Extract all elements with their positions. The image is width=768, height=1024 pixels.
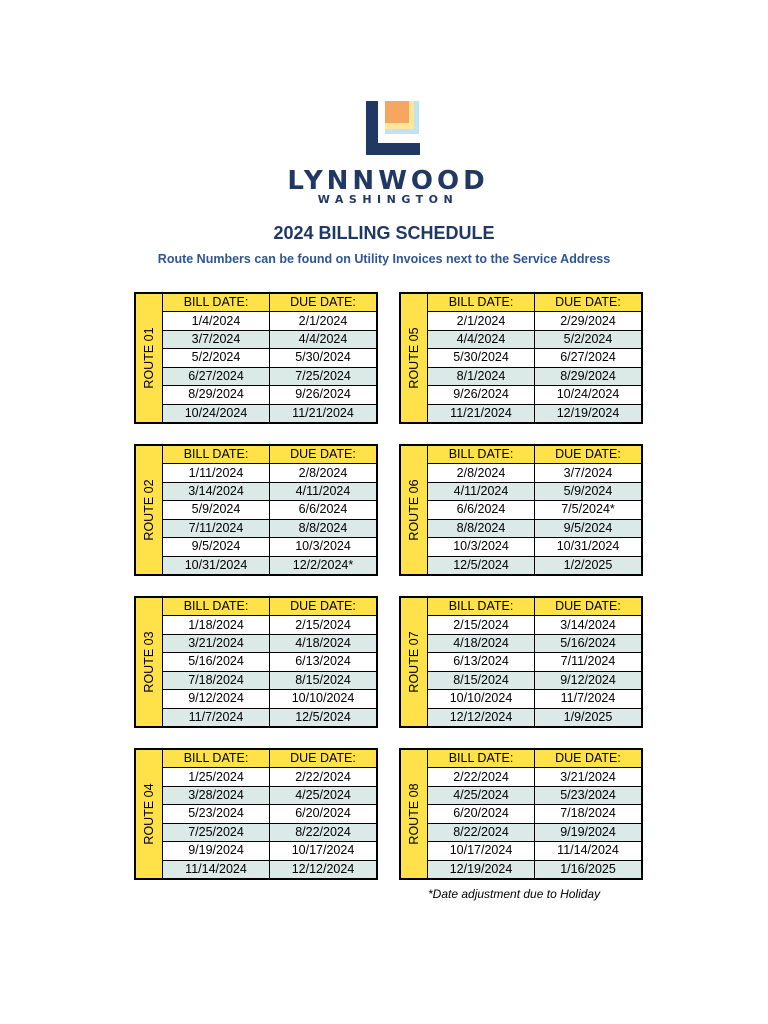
bill-date-cell: 6/13/2024 <box>428 653 535 670</box>
route-label <box>401 446 428 574</box>
route-label <box>401 750 428 878</box>
due-date-cell: 9/12/2024 <box>560 672 616 687</box>
table-header-row <box>428 598 641 616</box>
table-header-row <box>428 294 641 312</box>
table-row <box>428 653 641 671</box>
bill-date-cell: 10/24/2024 <box>163 405 270 422</box>
due-date-cell: 8/15/2024 <box>295 672 351 687</box>
due-date-cell: 7/25/2024 <box>295 368 351 383</box>
due-date-header: DUE DATE: <box>290 295 356 310</box>
bill-date-header: BILL DATE: <box>163 750 270 767</box>
due-date-cell: 9/5/2024 <box>563 520 613 535</box>
table-row <box>163 349 376 367</box>
table-row <box>163 787 376 805</box>
bill-date-cell: 9/19/2024 <box>163 842 270 859</box>
bill-date-cell: 2/8/2024 <box>428 464 535 481</box>
page-subtitle: Route Numbers can be found on Utility Invoices next to the Service Address <box>157 252 611 266</box>
bill-date-cell: 12/19/2024 <box>428 861 535 878</box>
route-label-text: ROUTE 03 <box>142 631 156 693</box>
due-date-header: DUE DATE: <box>290 447 356 462</box>
bill-date-cell: 8/8/2024 <box>428 520 535 537</box>
due-date-cell: 7/5/2024* <box>561 502 615 517</box>
due-date-cell: 12/5/2024 <box>295 709 351 724</box>
bill-date-cell: 1/18/2024 <box>163 616 270 633</box>
due-date-cell: 1/2/2025 <box>563 557 613 572</box>
due-date-cell: 11/14/2024 <box>557 843 619 858</box>
due-date-header: DUE DATE: <box>555 751 621 766</box>
table-row <box>163 635 376 653</box>
route-label <box>136 294 163 422</box>
due-date-cell: 5/9/2024 <box>563 484 613 499</box>
table-row <box>163 616 376 634</box>
table-row <box>428 557 641 574</box>
table-row <box>163 538 376 556</box>
due-date-cell: 5/30/2024 <box>295 350 351 365</box>
bill-date-cell: 1/25/2024 <box>163 768 270 785</box>
due-date-cell: 12/2/2024* <box>292 557 354 572</box>
bill-date-cell: 2/22/2024 <box>428 768 535 785</box>
bill-date-header: BILL DATE: <box>428 294 535 311</box>
bill-date-cell: 11/7/2024 <box>163 709 270 726</box>
bill-date-cell: 4/11/2024 <box>428 483 535 500</box>
table-row <box>428 824 641 842</box>
holiday-footnote: *Date adjustment due to Holiday <box>428 887 601 901</box>
table-row <box>428 635 641 653</box>
due-date-cell: 2/15/2024 <box>295 617 351 632</box>
bill-date-cell: 8/15/2024 <box>428 672 535 689</box>
bill-date-cell: 1/11/2024 <box>163 464 270 481</box>
due-date-cell: 7/18/2024 <box>560 806 616 821</box>
bill-date-cell: 10/31/2024 <box>163 557 270 574</box>
due-date-cell: 4/4/2024 <box>298 332 348 347</box>
table-header-row <box>428 446 641 464</box>
bill-date-cell: 4/18/2024 <box>428 635 535 652</box>
bill-date-header: BILL DATE: <box>428 598 535 615</box>
bill-date-header: BILL DATE: <box>428 750 535 767</box>
route-label <box>136 446 163 574</box>
due-date-cell: 11/21/2024 <box>292 405 354 420</box>
bill-date-cell: 9/5/2024 <box>163 538 270 555</box>
table-row <box>163 557 376 574</box>
due-date-cell: 2/29/2024 <box>560 313 616 328</box>
schedule-table <box>163 294 376 422</box>
bill-date-cell: 8/22/2024 <box>428 824 535 841</box>
due-date-cell: 8/8/2024 <box>298 520 348 535</box>
table-row <box>163 520 376 538</box>
schedule-table <box>428 598 641 726</box>
due-date-cell: 6/20/2024 <box>295 806 351 821</box>
table-row <box>428 331 641 349</box>
bill-date-cell: 2/1/2024 <box>428 312 535 329</box>
route-label <box>136 598 163 726</box>
route-03-table <box>134 596 378 728</box>
due-date-header: DUE DATE: <box>555 295 621 310</box>
route-07-table <box>399 596 643 728</box>
table-header-row <box>163 294 376 312</box>
route-02-table <box>134 444 378 576</box>
table-row <box>428 787 641 805</box>
table-row <box>163 805 376 823</box>
bill-date-cell: 3/28/2024 <box>163 787 270 804</box>
table-row <box>428 842 641 860</box>
table-row <box>163 405 376 422</box>
logo-subtitle: WASHINGTON <box>317 193 459 206</box>
table-row <box>428 709 641 726</box>
due-date-cell: 11/7/2024 <box>560 691 616 706</box>
due-date-cell: 8/29/2024 <box>560 368 616 383</box>
table-row <box>163 331 376 349</box>
due-date-cell: 10/31/2024 <box>556 539 620 554</box>
due-date-cell: 3/14/2024 <box>560 617 616 632</box>
due-date-cell: 12/19/2024 <box>556 405 620 420</box>
table-header-row <box>163 446 376 464</box>
bill-date-cell: 9/26/2024 <box>428 386 535 403</box>
bill-date-cell: 3/21/2024 <box>163 635 270 652</box>
due-date-cell: 1/16/2025 <box>560 861 616 876</box>
bill-date-header: BILL DATE: <box>163 446 270 463</box>
bill-date-header: BILL DATE: <box>163 294 270 311</box>
bill-date-cell: 12/12/2024 <box>428 709 535 726</box>
bill-date-cell: 7/18/2024 <box>163 672 270 689</box>
route-label-text: ROUTE 07 <box>407 631 421 693</box>
bill-date-cell: 8/1/2024 <box>428 368 535 385</box>
bill-date-header: BILL DATE: <box>428 446 535 463</box>
due-date-header: DUE DATE: <box>290 751 356 766</box>
due-date-header: DUE DATE: <box>555 599 621 614</box>
route-04-table <box>134 748 378 880</box>
due-date-cell: 1/9/2025 <box>563 709 613 724</box>
bill-date-cell: 12/5/2024 <box>428 557 535 574</box>
due-date-cell: 10/3/2024 <box>295 539 351 554</box>
bill-date-cell: 6/6/2024 <box>428 501 535 518</box>
due-date-cell: 3/21/2024 <box>560 769 616 784</box>
table-row <box>428 386 641 404</box>
due-date-cell: 4/18/2024 <box>295 636 351 651</box>
table-row <box>163 768 376 786</box>
route-label-text: ROUTE 02 <box>142 479 156 541</box>
bill-date-cell: 7/11/2024 <box>163 520 270 537</box>
bill-date-cell: 10/3/2024 <box>428 538 535 555</box>
table-header-row <box>163 598 376 616</box>
schedule-table <box>163 446 376 574</box>
due-date-cell: 8/22/2024 <box>295 824 351 839</box>
schedule-table <box>428 750 641 878</box>
route-label <box>136 750 163 878</box>
bill-date-cell: 3/14/2024 <box>163 483 270 500</box>
due-date-cell: 2/1/2024 <box>298 313 348 328</box>
table-row <box>428 501 641 519</box>
table-row <box>428 672 641 690</box>
due-date-header: DUE DATE: <box>290 599 356 614</box>
due-date-cell: 5/23/2024 <box>560 788 616 803</box>
bill-date-cell: 3/7/2024 <box>163 331 270 348</box>
due-date-cell: 6/27/2024 <box>560 350 616 365</box>
bill-date-cell: 6/20/2024 <box>428 805 535 822</box>
due-date-cell: 10/17/2024 <box>291 843 355 858</box>
route-08-table <box>399 748 643 880</box>
route-label-text: ROUTE 05 <box>407 327 421 389</box>
schedule-table <box>428 446 641 574</box>
due-date-cell: 4/11/2024 <box>295 484 351 499</box>
bill-date-cell: 11/14/2024 <box>163 861 270 878</box>
route-label-text: ROUTE 08 <box>407 783 421 845</box>
bill-date-cell: 11/21/2024 <box>428 405 535 422</box>
table-row <box>428 616 641 634</box>
bill-date-cell: 4/25/2024 <box>428 787 535 804</box>
table-row <box>163 824 376 842</box>
page-title: 2024 BILLING SCHEDULE <box>273 223 495 243</box>
due-date-cell: 5/16/2024 <box>560 636 616 651</box>
table-row <box>428 368 641 386</box>
due-date-cell: 9/26/2024 <box>295 387 351 402</box>
due-date-cell: 6/6/2024 <box>298 502 348 517</box>
table-row <box>163 861 376 878</box>
bill-date-cell: 6/27/2024 <box>163 368 270 385</box>
table-row <box>163 690 376 708</box>
bill-date-header: BILL DATE: <box>163 598 270 615</box>
bill-date-cell: 5/16/2024 <box>163 653 270 670</box>
bill-date-cell: 10/17/2024 <box>428 842 535 859</box>
table-row <box>163 368 376 386</box>
table-row <box>428 349 641 367</box>
schedule-table <box>163 598 376 726</box>
bill-date-cell: 4/4/2024 <box>428 331 535 348</box>
route-label <box>401 294 428 422</box>
due-date-cell: 10/10/2024 <box>291 691 355 706</box>
bill-date-cell: 7/25/2024 <box>163 824 270 841</box>
table-header-row <box>163 750 376 768</box>
table-row <box>428 405 641 422</box>
table-row <box>428 464 641 482</box>
route-06-table <box>399 444 643 576</box>
table-row <box>163 483 376 501</box>
lynnwood-logo-mark <box>366 101 420 155</box>
bill-date-cell: 5/30/2024 <box>428 349 535 366</box>
due-date-cell: 2/22/2024 <box>295 769 351 784</box>
bill-date-cell: 2/15/2024 <box>428 616 535 633</box>
table-row <box>428 805 641 823</box>
route-label-text: ROUTE 04 <box>142 783 156 845</box>
due-date-cell: 3/7/2024 <box>563 465 613 480</box>
table-row <box>163 386 376 404</box>
table-row <box>428 483 641 501</box>
schedule-table <box>428 294 641 422</box>
route-label-text: ROUTE 06 <box>407 479 421 541</box>
bill-date-cell: 8/29/2024 <box>163 386 270 403</box>
due-date-cell: 10/24/2024 <box>556 387 620 402</box>
due-date-cell: 7/11/2024 <box>560 654 616 669</box>
due-date-header: DUE DATE: <box>555 447 621 462</box>
due-date-cell: 5/2/2024 <box>563 332 613 347</box>
bill-date-cell: 5/9/2024 <box>163 501 270 518</box>
table-row <box>163 842 376 860</box>
table-row <box>163 653 376 671</box>
table-row <box>163 709 376 726</box>
table-row <box>163 501 376 519</box>
bill-date-cell: 10/10/2024 <box>428 690 535 707</box>
route-01-table <box>134 292 378 424</box>
route-05-table <box>399 292 643 424</box>
schedule-table <box>163 750 376 878</box>
table-row <box>428 520 641 538</box>
due-date-cell: 4/25/2024 <box>295 788 351 803</box>
bill-date-cell: 9/12/2024 <box>163 690 270 707</box>
table-row <box>163 672 376 690</box>
table-row <box>428 690 641 708</box>
due-date-cell: 6/13/2024 <box>295 654 351 669</box>
due-date-cell: 12/12/2024 <box>291 861 355 876</box>
bill-date-cell: 5/2/2024 <box>163 349 270 366</box>
logo-wordmark: LYNNWOOD <box>287 166 489 196</box>
table-row <box>428 312 641 330</box>
table-row <box>163 312 376 330</box>
route-label <box>401 598 428 726</box>
table-row <box>428 861 641 878</box>
route-label-text: ROUTE 01 <box>142 327 156 389</box>
bill-date-cell: 5/23/2024 <box>163 805 270 822</box>
bill-date-cell: 1/4/2024 <box>163 312 270 329</box>
table-row <box>428 768 641 786</box>
table-header-row <box>428 750 641 768</box>
due-date-cell: 9/19/2024 <box>560 824 616 839</box>
due-date-cell: 2/8/2024 <box>298 465 348 480</box>
table-row <box>428 538 641 556</box>
table-row <box>163 464 376 482</box>
